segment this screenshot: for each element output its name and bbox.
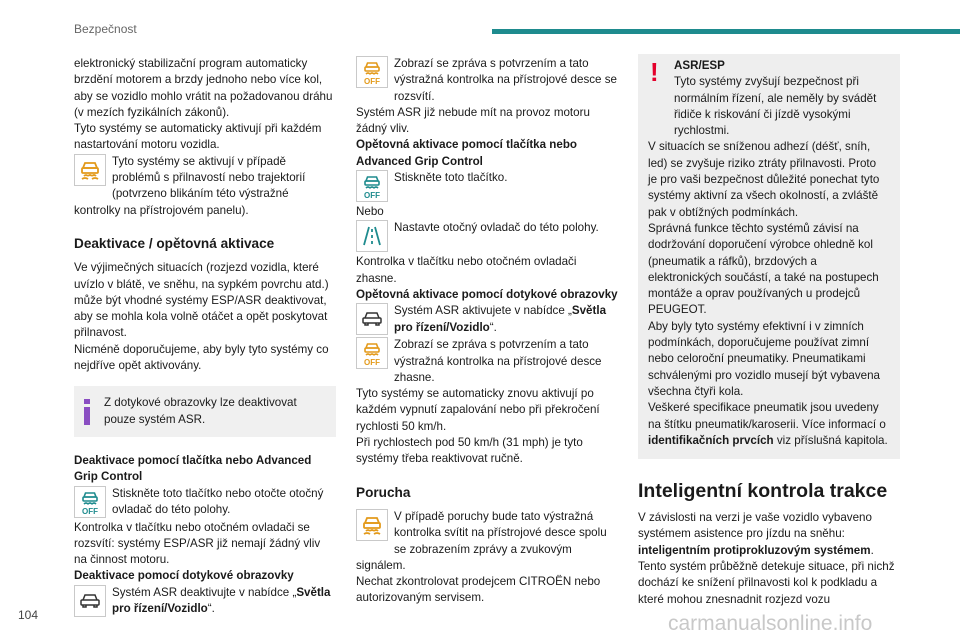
subheading: Opětovná aktivace pomocí tlačítka nebo Advanced Grip Control bbox=[356, 138, 577, 168]
paragraph: Tyto systémy se automaticky znovu aktivují po každém vypnutí zapalování nebo při překročení rychlosti 50 km/h. bbox=[356, 387, 600, 433]
paragraph: Tyto systémy se automaticky aktivují při každém nastartování motoru vozidla. bbox=[74, 122, 322, 152]
icon-paragraph bbox=[356, 56, 618, 105]
svg-text:OFF: OFF bbox=[364, 77, 380, 85]
paragraph: Nebo bbox=[356, 205, 384, 219]
warning-text: V situacích se sníženou adhezí (déšť, sníh, led) se zvyšuje riziko ztráty přilnavosti. Proto je pro vaši bezpečnost důležité ponechat tyto systémy aktivní za všech okolností, a zvláště pak v obtížných podmínkách. bbox=[648, 140, 880, 219]
paragraph: Ve výjimečných situacích (rozjezd vozidla, které uvízlo v blátě, ve sněhu, na sypkém povrchu atd.) může být vhodné systémy ESP/ASR deaktivovat, aby se mohla kola volně otáčet a opět poskytovat přilnavost. bbox=[74, 261, 329, 340]
warning-text: Správná funkce těchto systémů závisí na dodržování doporučení výrobce ohledně kol (pneumatik a ráfků), brzdových a elektronických součástí, a také na postupech montáže a oprav používaných u prodejců PEUGEOT. bbox=[648, 221, 879, 317]
section-heading: Porucha bbox=[356, 484, 411, 500]
exclamation-icon: ! bbox=[650, 57, 659, 87]
esp-off-warning-icon bbox=[356, 56, 388, 88]
icon-paragraph bbox=[356, 220, 618, 254]
subheading: Deaktivace pomocí dotykové obrazovky bbox=[74, 569, 294, 583]
paragraph: V případě poruchy bude tato výstražná kontrolka svítit na přístrojové desce spolu se zobrazením zprávy a zvukovým signálem. bbox=[356, 509, 607, 572]
vehicle-icon bbox=[356, 303, 388, 335]
svg-text:OFF: OFF bbox=[82, 506, 98, 515]
paragraph: Zobrazí se zpráva s potvrzením a tato výstražná kontrolka na přístrojové desce zhasne. bbox=[394, 338, 602, 384]
paragraph: elektronický stabilizační program automaticky brzdění motorem a brzdy jednoho nebo více kol, aby se vozidlo mohlo vrátit na požadovanou dráhu (v mezích fyzikálních zákonů). bbox=[74, 57, 333, 119]
icon-paragraph bbox=[356, 170, 618, 204]
icon-paragraph bbox=[356, 337, 618, 386]
paragraph: Zobrazí se zpráva s potvrzením a tato výstražná kontrolka na přístrojové desce se rozsvítí. bbox=[394, 57, 617, 103]
vehicle-icon bbox=[74, 585, 106, 617]
paragraph: Nastavte otočný ovladač do této polohy. bbox=[394, 221, 599, 235]
column-1 bbox=[74, 56, 336, 619]
watermark: carmanualsonline.info bbox=[668, 612, 873, 635]
esp-off-warning-icon bbox=[356, 337, 388, 369]
subheading: Deaktivace pomocí tlačítka nebo Advanced Grip Control bbox=[74, 453, 312, 484]
svg-text:OFF: OFF bbox=[364, 358, 380, 367]
esp-off-icon bbox=[356, 170, 388, 202]
paragraph: Stiskněte toto tlačítko. bbox=[394, 171, 508, 185]
running-header: Bezpečnost bbox=[74, 22, 137, 36]
road-mode-icon bbox=[356, 220, 388, 252]
paragraph: Stiskněte toto tlačítko nebo otočte otočný ovladač do této polohy. bbox=[112, 486, 324, 516]
chapter-heading: Inteligentní kontrola trakce bbox=[638, 480, 888, 503]
paragraph: Při rychlostech pod 50 km/h (31 mph) je tyto systémy třeba reaktivovat ručně. bbox=[356, 436, 583, 466]
info-icon bbox=[84, 399, 90, 425]
esp-off-icon bbox=[74, 486, 106, 518]
paragraph: Kontrolka v tlačítku nebo otočném ovladači se rozsvítí: systémy ESP/ASR již nemají žádný vliv na činnost motoru. bbox=[74, 520, 321, 567]
paragraph: Tento systém průběžně detekuje situace, při nichž dochází ke snížení přilnavosti kol k podkladu a které mohou znesnadnit rozjezd vozu bbox=[638, 560, 895, 606]
header-accent-bar bbox=[492, 29, 960, 34]
icon-paragraph bbox=[74, 486, 336, 520]
info-box bbox=[74, 386, 336, 437]
page-number: 104 bbox=[18, 608, 39, 622]
paragraph: Systém ASR aktivujete v nabídce „Světla pro řízení/Vozidlo“. bbox=[394, 304, 607, 334]
info-text: Z dotykové obrazovky lze deaktivovat pouze systém ASR. bbox=[104, 396, 297, 426]
warning-box bbox=[638, 54, 900, 459]
paragraph: inteligentním protiprokluzovým systémem. bbox=[638, 543, 874, 557]
icon-paragraph bbox=[356, 509, 618, 574]
esp-warning-icon bbox=[356, 509, 388, 541]
paragraph: Kontrolka v tlačítku nebo otočném ovladači zhasne. bbox=[356, 255, 577, 285]
icon-paragraph bbox=[74, 585, 336, 619]
paragraph: V závislosti na verzi je vaše vozidlo vybaveno systémem asistence pro jízdu na sněhu: bbox=[638, 511, 872, 541]
paragraph: Nicméně doporučujeme, aby byly tyto systémy co nejdříve opět aktivovány. bbox=[74, 342, 329, 373]
column-2 bbox=[356, 56, 618, 607]
paragraph: Tyto systémy se aktivují v případě problémů s přilnavostí nebo trajektorií (potvrzeno blikáním této výstražné kontrolky na přístrojovém panelu). bbox=[74, 154, 306, 217]
esp-warning-icon bbox=[74, 154, 106, 186]
icon-paragraph bbox=[356, 303, 618, 337]
icon-paragraph bbox=[74, 154, 336, 219]
warning-text: Veškeré specifikace pneumatik jsou uvedeny na štítku pneumatik/karoserii. Více informací o identifikačních prvcích viz příslušná kapitola. bbox=[648, 401, 888, 447]
paragraph: Systém ASR již nebude mít na provoz motoru žádný vliv. bbox=[356, 105, 590, 136]
section-heading: Deaktivace / opětovná aktivace bbox=[74, 235, 275, 251]
subheading: Opětovná aktivace pomocí dotykové obrazovky bbox=[356, 287, 618, 301]
column-3 bbox=[638, 56, 900, 608]
warning-text: Aby byly tyto systémy efektivní i v zimních podmínkách, doporučujeme používat zimní nebo celoroční pneumatiky. Pneumatikami schválenými pro vozidlo musejí být vybavena všechna čtyři kola. bbox=[648, 319, 880, 398]
warning-title: ASR/ESP bbox=[674, 59, 725, 72]
warning-text: Tyto systémy zvyšují bezpečnost při normálním řízení, ale neměly by svádět řidiče k riskování či jízdě vysokými rychlostmi. bbox=[674, 75, 877, 138]
paragraph: Systém ASR deaktivujte v nabídce „Světla pro řízení/Vozidlo“. bbox=[112, 585, 331, 616]
paragraph: Nechat zkontrolovat prodejcem CITROËN nebo autorizovaným servisem. bbox=[356, 575, 601, 605]
svg-text:OFF: OFF bbox=[364, 191, 380, 200]
